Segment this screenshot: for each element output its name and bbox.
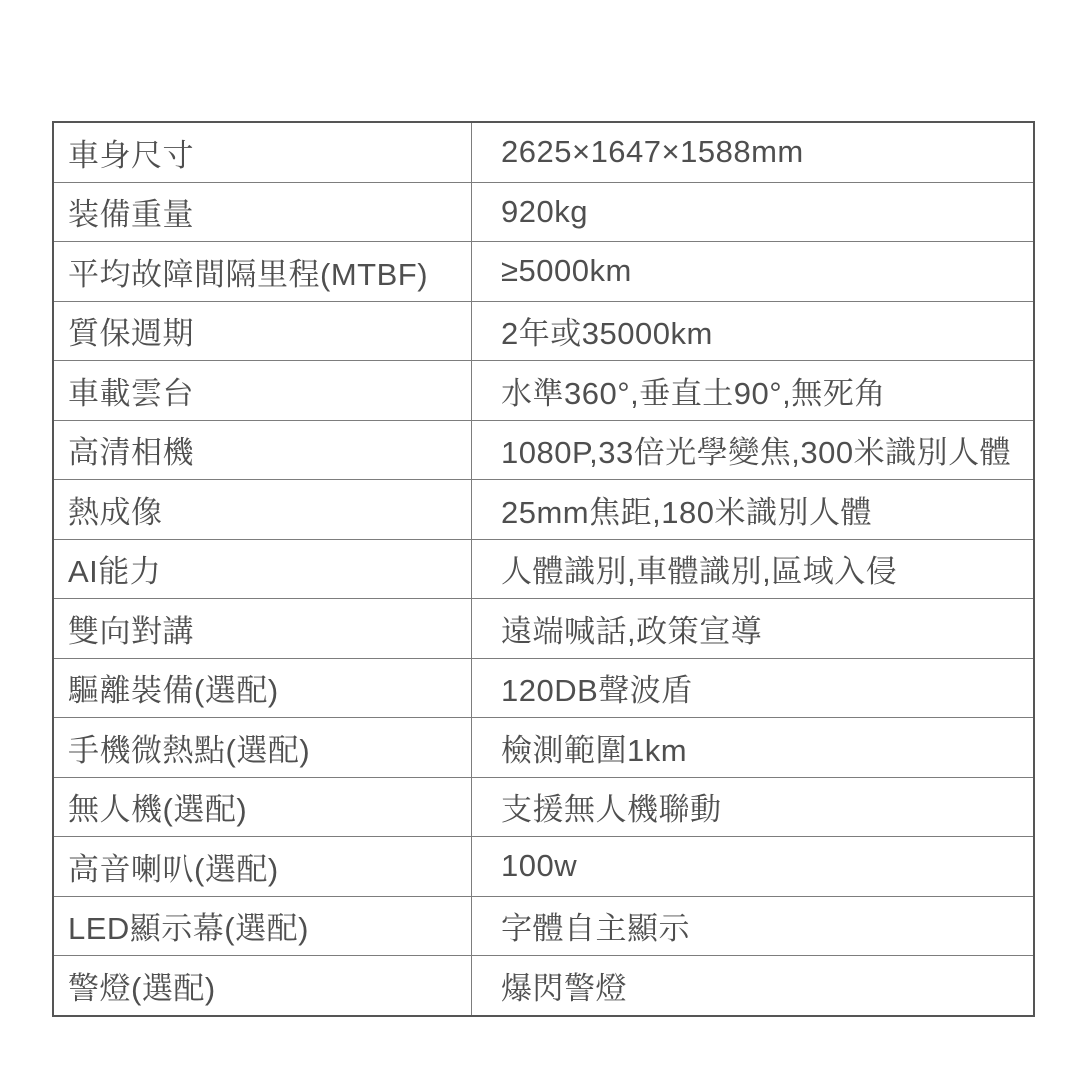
spec-label: 平均故障間隔里程(MTBF)	[53, 242, 472, 302]
spec-value: 遠端喊話,政策宣導	[472, 599, 1035, 659]
spec-label: LED顯示幕(選配)	[53, 896, 472, 956]
spec-label: 装備重量	[53, 182, 472, 242]
spec-label: 熱成像	[53, 480, 472, 540]
spec-value: 檢測範圍1km	[472, 718, 1035, 778]
spec-row	[53, 599, 1034, 659]
spec-label: 無人機(選配)	[53, 777, 472, 837]
spec-row	[53, 539, 1034, 599]
spec-label: 雙向對講	[53, 599, 472, 659]
spec-row	[53, 956, 1034, 1016]
spec-value: 100w	[472, 837, 1035, 897]
spec-row	[53, 480, 1034, 540]
spec-value: 1080P,33倍光學變焦,300米識別人體	[472, 420, 1035, 480]
spec-row	[53, 777, 1034, 837]
spec-row	[53, 718, 1034, 778]
spec-value: 爆閃警燈	[472, 956, 1035, 1016]
spec-value: 25mm焦距,180米識別人體	[472, 480, 1035, 540]
spec-label: 車身尺寸	[53, 122, 472, 182]
spec-value: 支援無人機聯動	[472, 777, 1035, 837]
spec-table-body	[53, 122, 1034, 1016]
spec-value: 人體識別,車體識別,區域入侵	[472, 539, 1035, 599]
spec-row	[53, 658, 1034, 718]
spec-label: 警燈(選配)	[53, 956, 472, 1016]
spec-value: 2625×1647×1588mm	[472, 122, 1035, 182]
spec-value: 字體自主顯示	[472, 896, 1035, 956]
spec-label: 質保週期	[53, 301, 472, 361]
spec-label: 高清相機	[53, 420, 472, 480]
spec-value: 2年或35000km	[472, 301, 1035, 361]
spec-row	[53, 242, 1034, 302]
spec-row	[53, 182, 1034, 242]
spec-value: 120DB聲波盾	[472, 658, 1035, 718]
spec-row	[53, 301, 1034, 361]
spec-label: 車載雲台	[53, 361, 472, 421]
spec-label: AI能力	[53, 539, 472, 599]
spec-row	[53, 896, 1034, 956]
spec-table	[52, 121, 1035, 1017]
spec-row	[53, 420, 1034, 480]
spec-value: 水準360°,垂直土90°,無死角	[472, 361, 1035, 421]
spec-label: 高音喇叭(選配)	[53, 837, 472, 897]
spec-value: 920kg	[472, 182, 1035, 242]
spec-label: 驅離裝備(選配)	[53, 658, 472, 718]
spec-value: ≥5000km	[472, 242, 1035, 302]
spec-label: 手機微熱點(選配)	[53, 718, 472, 778]
spec-row	[53, 361, 1034, 421]
spec-row	[53, 122, 1034, 182]
spec-row	[53, 837, 1034, 897]
